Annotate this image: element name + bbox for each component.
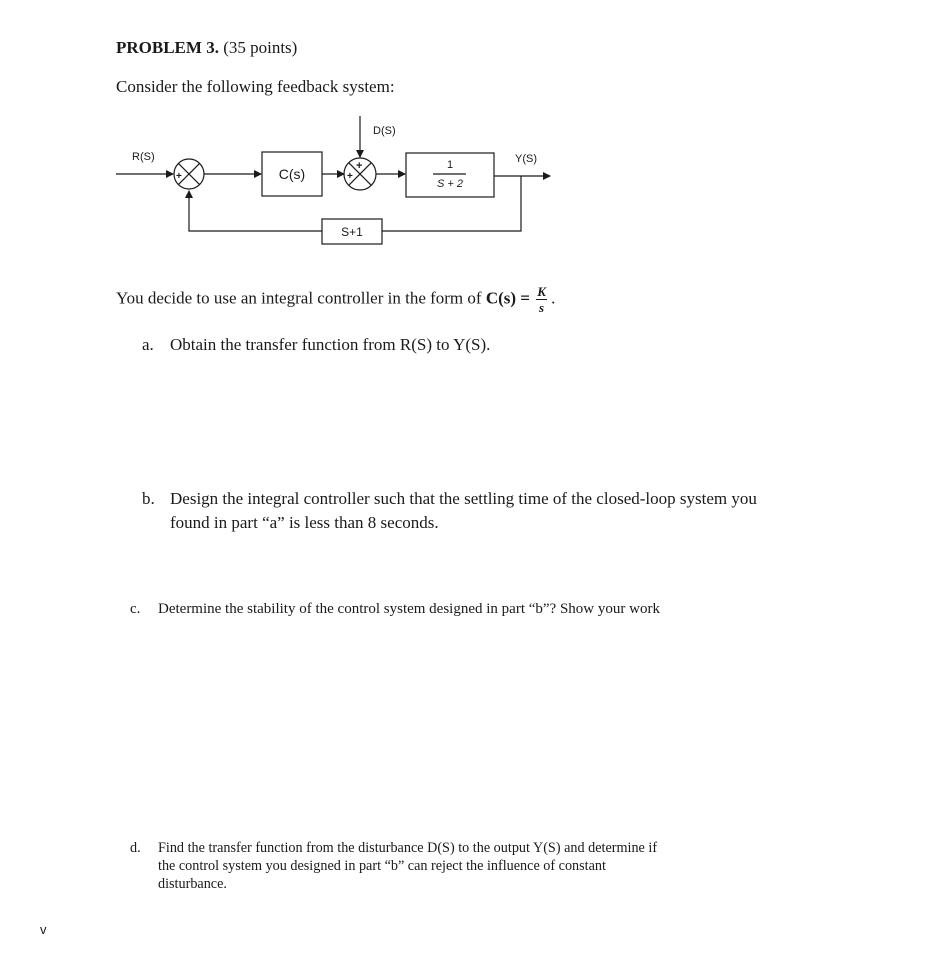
chevron-down-icon[interactable]: v (40, 922, 47, 937)
output-label: Y(S) (515, 153, 537, 165)
controller-label: C(s) (278, 166, 306, 182)
part-b-label: b. (142, 489, 155, 508)
part-b-line2: found in part “a” is less than 8 seconds. (170, 513, 439, 532)
controller-lhs: C(s) = (485, 288, 530, 308)
sum2-sign-top: + (356, 160, 363, 172)
sum2-sign-left: + (347, 171, 353, 182)
disturbance-label: D(S) (373, 125, 396, 137)
part-a-label: a. (142, 335, 154, 354)
controller-denominator: s (539, 300, 545, 315)
part-a (142, 335, 490, 355)
problem-heading: PROBLEM 3. (116, 38, 219, 57)
part-b (142, 489, 757, 509)
controller-statement-text: You decide to use an integral controller in the form of (116, 288, 486, 308)
part-d-label: d. (130, 840, 141, 856)
sum1-sign-bottom: - (186, 189, 190, 201)
controller-fraction (536, 285, 547, 314)
part-d-line3: disturbance. (158, 876, 227, 892)
plant-numerator: 1 (446, 159, 454, 171)
controller-suffix: . (546, 288, 556, 308)
part-a-text: Obtain the transfer function from R(S) to Y(S). (170, 335, 491, 354)
problem-intro: Consider the following feedback system: (116, 77, 395, 96)
feedback-label: S+1 (341, 225, 363, 239)
feedback-path-left (189, 191, 322, 231)
problem-title (116, 38, 297, 58)
part-c-label: c. (130, 601, 141, 617)
block-diagram (110, 110, 570, 250)
part-d-line1: Find the transfer function from the disturbance D(S) to the output Y(S) and determine if (158, 840, 658, 856)
sum1-sign-left: + (176, 171, 182, 182)
part-b-line1: Design the integral controller such that the settling time of the closed-loop system you (170, 489, 757, 508)
controller-numerator: K (537, 284, 546, 299)
plant-denominator: S + 2 (437, 178, 463, 190)
part-d-line2: the control system you designed in part “b” can reject the influence of constant (158, 858, 606, 874)
input-label: R(S) (132, 151, 155, 163)
part-c (130, 601, 660, 618)
part-c-text: Determine the stability of the control system designed in part “b”? Show your work (158, 601, 660, 617)
problem-points: (35 points) (223, 38, 298, 57)
controller-statement (116, 285, 555, 314)
part-d (130, 840, 657, 857)
